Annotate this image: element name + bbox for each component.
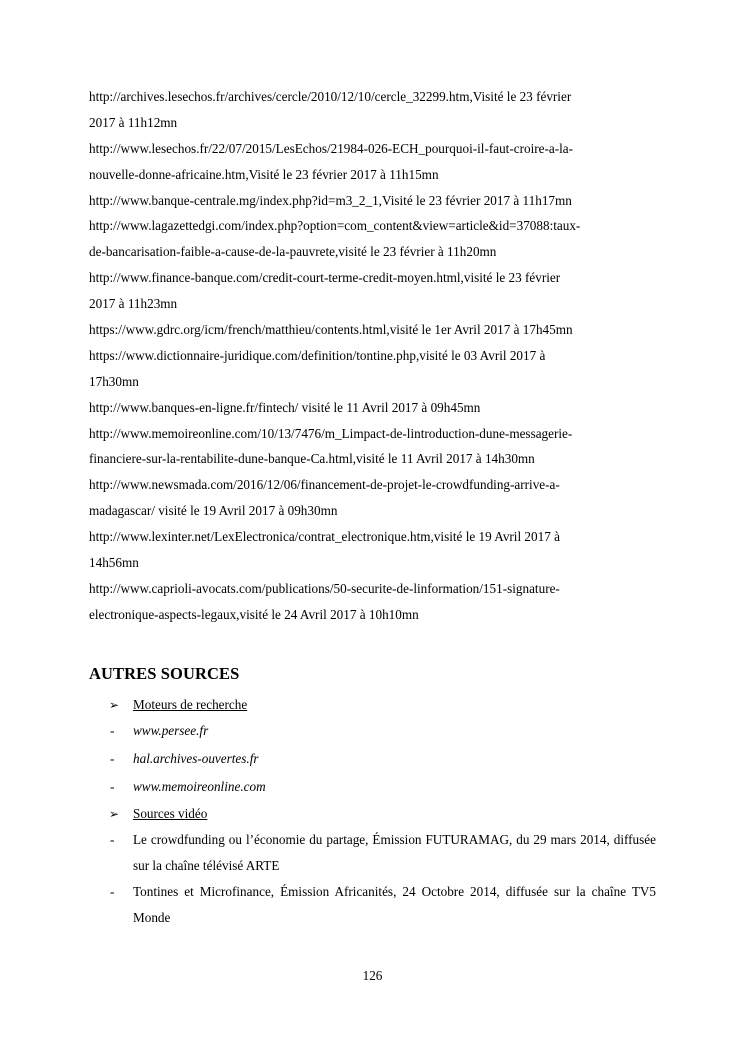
reference-line: de-bancarisation-faible-a-cause-de-la-pauvrete,visité le 23 février à 11h20mn xyxy=(89,244,497,260)
reference-line: http://www.newsmada.com/2016/12/06/financement-de-projet-le-crowdfunding-arrive-a- xyxy=(89,477,560,493)
reference-line: http://www.lagazettedgi.com/index.php?option=com_content&view=article&id=37088:taux- xyxy=(89,218,581,234)
list-item-text: www.memoireonline.com xyxy=(133,779,266,794)
video-sources-bullet xyxy=(109,801,207,827)
list-item-text: www.persee.fr xyxy=(133,723,209,738)
list-item xyxy=(110,879,656,931)
arrow-bullet-icon: ➢ xyxy=(109,698,120,712)
dash-bullet: - xyxy=(110,779,115,794)
reference-line: 14h56mn xyxy=(89,555,139,571)
list-item xyxy=(110,746,656,772)
reference-line: http://www.memoireonline.com/10/13/7476/m_Limpact-de-lintroduction-dune-messagerie- xyxy=(89,425,573,441)
reference-line: electronique-aspects-legaux,visité le 24 Avril 2017 à 10h10mn xyxy=(89,606,419,622)
reference-line: 17h30mn xyxy=(89,373,139,389)
reference-line: http://archives.lesechos.fr/archives/cercle/2010/12/10/cercle_32299.htm,Visité le 23 février xyxy=(89,89,572,104)
list-item xyxy=(110,774,656,800)
reference-line: http://www.caprioli-avocats.com/publications/50-securite-de-linformation/151-signature- xyxy=(89,580,560,596)
reference-line: financiere-sur-la-rentabilite-dune-banque-Ca.html,visité le 11 Avril 2017 à 14h30mn xyxy=(89,451,535,467)
reference-line: https://www.gdrc.org/icm/french/matthieu/contents.html,visité le 1er Avril 2017 à 17h45mn xyxy=(89,322,573,338)
dash-bullet: - xyxy=(110,723,115,738)
dash-bullet: - xyxy=(110,832,115,847)
reference-line: https://www.dictionnaire-juridique.com/definition/tontine.php,visité le 03 Avril 2017 à xyxy=(89,347,546,363)
list-item-text: Tontines et Microfinance, Émission Africanités, 24 Octobre 2014, diffusée sur la chaîne TV5 Monde xyxy=(133,884,656,925)
dash-bullet: - xyxy=(110,884,115,899)
list-item-text: Le crowdfunding ou l’économie du partage, Émission FUTURAMAG, du 29 mars 2014, diffusée sur la chaîne télévisé ARTE xyxy=(133,832,656,873)
dash-bullet: - xyxy=(110,751,115,766)
search-engines-bullet xyxy=(109,692,247,718)
section-heading: AUTRES SOURCES xyxy=(89,664,240,683)
reference-line: http://www.finance-banque.com/credit-court-terme-credit-moyen.html,visité le 23 février xyxy=(89,270,561,286)
reference-line: http://www.banques-en-ligne.fr/fintech/ visité le 11 Avril 2017 à 09h45mn xyxy=(89,399,481,415)
web-references-list xyxy=(89,84,657,628)
bullet-label: Moteurs de recherche xyxy=(133,697,248,712)
reference-line: http://www.lesechos.fr/22/07/2015/LesEchos/21984-026-ECH_pourquoi-il-faut-croire-a-la- xyxy=(89,140,574,156)
page-number: 126 xyxy=(362,968,383,983)
reference-line: 2017 à 11h12mn xyxy=(89,114,178,130)
reference-line: madagascar/ visité le 19 Avril 2017 à 09h30mn xyxy=(89,503,338,519)
list-item xyxy=(110,718,656,744)
list-item xyxy=(110,827,656,879)
reference-line: http://www.lexinter.net/LexElectronica/contrat_electronique.htm,visité le 19 Avril 2017 à xyxy=(89,529,560,545)
reference-line: http://www.banque-centrale.mg/index.php?id=m3_2_1,Visité le 23 février 2017 à 11h17mn xyxy=(89,192,572,208)
list-item-text: hal.archives-ouvertes.fr xyxy=(133,751,259,766)
arrow-bullet-icon: ➢ xyxy=(109,807,120,821)
bullet-label: Sources vidéo xyxy=(133,806,208,821)
reference-line: nouvelle-donne-africaine.htm,Visité le 23 février 2017 à 11h15mn xyxy=(89,166,439,182)
reference-line: 2017 à 11h23mn xyxy=(89,296,178,312)
